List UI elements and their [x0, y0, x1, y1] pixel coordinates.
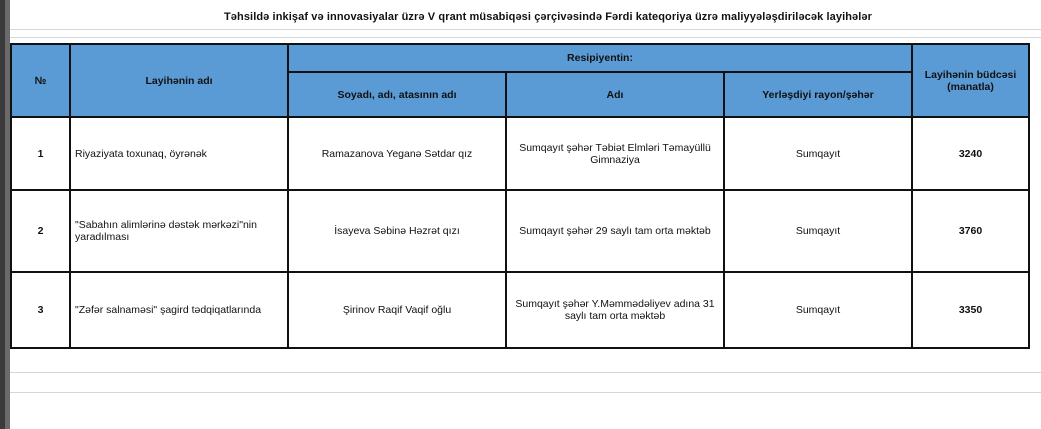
- row-number: 1: [11, 117, 70, 190]
- project-name-cell: "Sabahın alimlərinə dəstək mərkəzi"nin yaradılması: [70, 190, 288, 272]
- location-cell: Sumqayıt: [724, 117, 912, 190]
- sheet-gridline: [10, 37, 1041, 38]
- recipient-name-cell: Sumqayıt şəhər Təbiət Elmləri Təmayüllü Gimnaziya: [506, 117, 724, 190]
- recipient-fullname-cell: İsayeva Səbinə Həzrət qızı: [288, 190, 506, 272]
- grant-projects-table: [10, 43, 1030, 349]
- project-name-cell: Riyaziyata toxunaq, öyrənək: [70, 117, 288, 190]
- recipient-name-cell: Sumqayıt şəhər Y.Məmmədəliyev adına 31 saylı tam orta məktəb: [506, 272, 724, 348]
- budget-cell: 3760: [912, 190, 1029, 272]
- header-row-top: [11, 44, 1029, 72]
- sheet-gridline: [10, 29, 1041, 30]
- sheet-gridline: [10, 372, 1041, 373]
- table-row: [11, 117, 1029, 190]
- header-project-name: Layihənin adı: [70, 44, 288, 117]
- header-name: Adı: [506, 72, 724, 117]
- location-cell: Sumqayıt: [724, 190, 912, 272]
- recipient-name-cell: Sumqayıt şəhər 29 saylı tam orta məktəb: [506, 190, 724, 272]
- location-cell: Sumqayıt: [724, 272, 912, 348]
- spreadsheet-page: [10, 0, 1041, 429]
- project-name-cell: "Zəfər salnaməsi" şagird tədqiqatlarında: [70, 272, 288, 348]
- budget-cell: 3240: [912, 117, 1029, 190]
- row-number: 2: [11, 190, 70, 272]
- window-left-edge: [0, 0, 10, 429]
- sheet-gridline: [10, 392, 1041, 393]
- row-number: 3: [11, 272, 70, 348]
- header-recipient: Resipiyentin:: [288, 44, 912, 72]
- budget-cell: 3350: [912, 272, 1029, 348]
- page-title: Təhsildə inkişaf və innovasiyalar üzrə V qrant müsabiqəsi çərçivəsində Fərdi kateqoriya üzrə maliyyələşdiriləcək layihələr: [223, 11, 873, 23]
- header-location: Yerləşdiyi rayon/şəhər: [724, 72, 912, 117]
- recipient-fullname-cell: Şirinov Raqif Vaqif oğlu: [288, 272, 506, 348]
- table-row: [11, 272, 1029, 348]
- recipient-fullname-cell: Ramazanova Yeganə Sətdar qız: [288, 117, 506, 190]
- header-budget: Layihənin büdcəsi (manatla): [912, 44, 1029, 117]
- table-row: [11, 190, 1029, 272]
- header-number: №: [11, 44, 70, 117]
- header-fullname: Soyadı, adı, atasının adı: [288, 72, 506, 117]
